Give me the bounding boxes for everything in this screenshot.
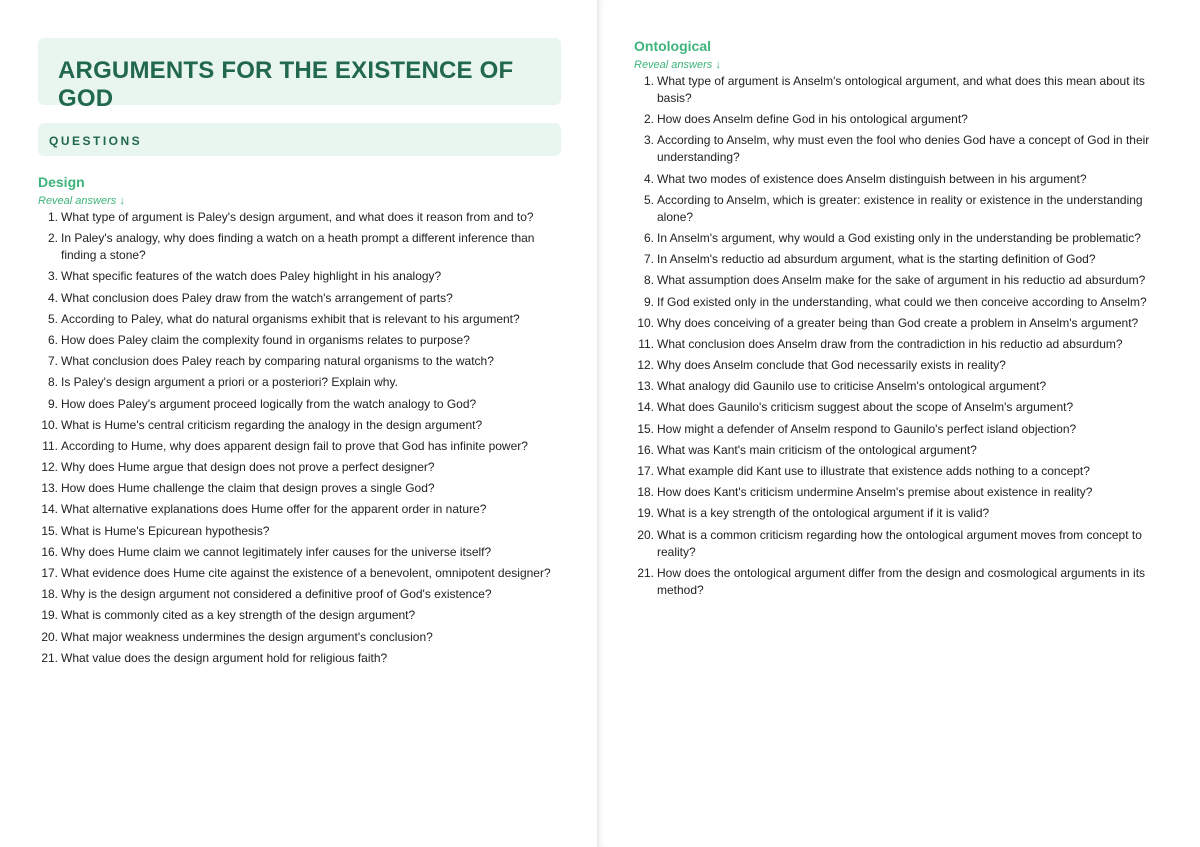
ontological-question-list: [634, 73, 1160, 599]
question-item: [38, 311, 553, 328]
question-number: 19.: [41, 608, 58, 623]
question-number: 16.: [637, 442, 654, 457]
question-text: What two modes of existence does Anselm distinguish between in his argument?: [657, 171, 1087, 186]
ontological-section: [634, 38, 1170, 599]
question-number: 21.: [637, 565, 654, 580]
question-number: 4.: [643, 171, 654, 186]
question-number: 3.: [47, 269, 58, 284]
question-number: 15.: [637, 421, 654, 436]
question-item: [634, 73, 1160, 107]
question-number: 17.: [637, 464, 654, 478]
question-text: What value does the design argument hold for religious faith?: [61, 650, 388, 665]
question-text: What major weakness undermines the design argument's conclusion?: [61, 629, 433, 644]
question-number: 13.: [637, 379, 654, 394]
question-item: [38, 353, 553, 370]
question-number: 12.: [41, 460, 58, 475]
question-item: [38, 586, 553, 603]
question-item: [634, 315, 1160, 332]
question-text: What conclusion does Paley reach by comparing natural organisms to the watch?: [61, 354, 494, 369]
question-number: 12.: [637, 358, 654, 373]
question-item: [38, 523, 553, 540]
question-text: How does the ontological argument differ from the design and cosmological arguments in its method?: [657, 565, 1146, 597]
question-item: [38, 290, 553, 307]
question-text: Why does Hume claim we cannot legitimately infer causes for the universe itself?: [61, 544, 492, 559]
question-item: [38, 607, 553, 624]
question-number: 5.: [643, 192, 654, 207]
question-text: What type of argument is Anselm's ontological argument, and what does this mean about its basis?: [657, 74, 1145, 105]
question-number: 20.: [41, 629, 58, 644]
question-item: [38, 629, 553, 646]
question-text: Is Paley's design argument a priori or a posteriori? Explain why.: [61, 375, 398, 390]
question-text: What is commonly cited as a key strength of the design argument?: [61, 608, 416, 623]
question-item: [634, 565, 1160, 599]
question-text: What assumption does Anselm make for the sake of argument in his reductio ad absurdum?: [657, 273, 1146, 288]
question-number: 1.: [47, 210, 58, 224]
question-number: 14.: [41, 502, 58, 517]
question-number: 6.: [643, 230, 654, 245]
question-item: [634, 294, 1160, 311]
question-number: 7.: [643, 252, 654, 267]
question-number: 9.: [643, 294, 654, 309]
question-text: What conclusion does Paley draw from the watch's arrangement of parts?: [61, 290, 453, 305]
ontological-heading: Ontological: [634, 38, 711, 54]
design-heading: Design: [38, 174, 85, 190]
question-text: According to Anselm, which is greater: existence in reality or existence in the understanding alone?: [657, 192, 1143, 224]
question-item: [38, 459, 553, 476]
question-item: [634, 442, 1160, 459]
design-reveal-answers-link[interactable]: [38, 195, 125, 207]
question-item: [634, 421, 1160, 438]
question-item: [38, 417, 553, 434]
question-text: What is Hume's Epicurean hypothesis?: [61, 523, 270, 538]
question-item: [634, 463, 1160, 480]
question-number: 1.: [643, 74, 654, 88]
question-text: What analogy did Gaunilo use to criticise Anselm's ontological argument?: [657, 379, 1047, 394]
question-text: What is a key strength of the ontological argument if it is valid?: [657, 506, 990, 521]
question-text: According to Hume, why does apparent design fail to prove that God has infinite power?: [61, 438, 528, 453]
question-item: [38, 501, 553, 518]
question-number: 11.: [638, 336, 654, 351]
question-text: How does Hume challenge the claim that design proves a single God?: [61, 481, 435, 496]
ontological-reveal-answers-link[interactable]: [634, 59, 721, 71]
question-text: How does Anselm define God in his ontological argument?: [657, 112, 968, 127]
question-number: 21.: [41, 650, 58, 665]
question-text: In Paley's analogy, why does finding a watch on a heath prompt a different inference than finding a stone?: [61, 231, 535, 263]
page-title: ARGUMENTS FOR THE EXISTENCE OF GOD: [58, 57, 514, 112]
question-item: [38, 650, 553, 667]
question-text: Why does conceiving of a greater being than God create a problem in Anselm's argument?: [657, 315, 1139, 330]
question-text: How does Paley claim the complexity found in organisms relates to purpose?: [61, 332, 470, 347]
question-item: [634, 132, 1160, 166]
question-item: [634, 192, 1160, 226]
question-item: [634, 378, 1160, 395]
question-item: [634, 272, 1160, 289]
question-text: What is a common criticism regarding how the ontological argument moves from concept to reality?: [657, 527, 1142, 559]
question-item: [634, 527, 1160, 561]
question-item: [634, 399, 1160, 416]
question-item: [38, 268, 553, 285]
question-number: 7.: [47, 354, 58, 369]
question-number: 18.: [637, 485, 654, 500]
left-page: [0, 0, 597, 847]
question-text: Why does Hume argue that design does not prove a perfect designer?: [61, 460, 435, 475]
question-item: [38, 374, 553, 391]
question-number: 19.: [637, 506, 654, 521]
question-text: What type of argument is Paley's design argument, and what does it reason from and to?: [61, 210, 534, 224]
question-text: What alternative explanations does Hume offer for the apparent order in nature?: [61, 502, 487, 517]
question-text: Why does Anselm conclude that God necessarily exists in reality?: [657, 358, 1006, 373]
question-text: How does Kant's criticism undermine Anselm's premise about existence in reality?: [657, 485, 1093, 500]
design-section: [38, 174, 559, 667]
question-number: 16.: [41, 544, 58, 559]
question-number: 17.: [41, 566, 58, 580]
question-text: What specific features of the watch does Paley highlight in his analogy?: [61, 269, 442, 284]
question-item: [634, 251, 1160, 268]
question-item: [634, 484, 1160, 501]
question-number: 13.: [41, 481, 58, 496]
question-item: [38, 565, 553, 582]
question-number: 15.: [41, 523, 58, 538]
question-number: 8.: [643, 273, 654, 288]
question-number: 2.: [47, 231, 58, 246]
question-text: According to Anselm, why must even the fool who denies God have a concept of God in their understanding?: [657, 133, 1150, 165]
question-number: 14.: [637, 400, 654, 415]
question-number: 8.: [47, 375, 58, 390]
down-arrow-icon: ↓: [119, 195, 125, 207]
question-item: [38, 209, 553, 226]
questions-label: QUESTIONS: [49, 134, 143, 148]
question-text: What does Gaunilo's criticism suggest about the scope of Anselm's argument?: [657, 400, 1074, 415]
question-text: What evidence does Hume cite against the existence of a benevolent, omnipotent designer?: [61, 566, 551, 580]
question-item: [38, 480, 553, 497]
question-number: 5.: [47, 311, 58, 326]
question-number: 6.: [47, 332, 58, 347]
question-number: 18.: [41, 587, 58, 602]
question-text: In Anselm's argument, why would a God existing only in the understanding be problematic?: [657, 230, 1141, 245]
down-arrow-icon: ↓: [715, 59, 721, 71]
question-text: What was Kant's main criticism of the ontological argument?: [657, 442, 977, 457]
question-text: How does Paley's argument proceed logically from the watch analogy to God?: [61, 396, 477, 411]
question-item: [38, 332, 553, 349]
question-text: What conclusion does Anselm draw from the contradiction in his reductio ad absurdum?: [657, 336, 1123, 351]
question-number: 10.: [41, 417, 58, 432]
question-text: In Anselm's reductio ad absurdum argument, what is the starting definition of God?: [657, 252, 1096, 267]
question-text: What is Hume's central criticism regarding the analogy in the design argument?: [61, 417, 483, 432]
question-text: How might a defender of Anselm respond to Gaunilo's perfect island objection?: [657, 421, 1077, 436]
question-item: [634, 111, 1160, 128]
title-panel: [38, 38, 561, 112]
design-question-list: [38, 209, 553, 667]
question-number: 3.: [643, 133, 654, 148]
question-item: [634, 357, 1160, 374]
question-text: If God existed only in the understanding, what could we then conceive according to Anselm?: [657, 294, 1147, 309]
question-item: [38, 396, 553, 413]
question-number: 11.: [42, 438, 58, 453]
right-page: [597, 0, 1200, 847]
question-number: 2.: [643, 112, 654, 127]
question-item: [634, 230, 1160, 247]
question-number: 9.: [47, 396, 58, 411]
question-text: Why is the design argument not considered a definitive proof of God's existence?: [61, 587, 492, 602]
reveal-answers-label: Reveal answers: [38, 195, 117, 207]
question-number: 20.: [637, 527, 654, 542]
question-number: 10.: [637, 315, 654, 330]
question-item: [38, 438, 553, 455]
question-item: [634, 171, 1160, 188]
question-text: According to Paley, what do natural organisms exhibit that is relevant to his argument?: [61, 311, 520, 326]
question-number: 4.: [47, 290, 58, 305]
questions-header: [38, 123, 561, 156]
question-text: What example did Kant use to illustrate that existence adds nothing to a concept?: [657, 464, 1090, 478]
question-item: [38, 544, 553, 561]
question-item: [634, 505, 1160, 522]
reveal-answers-label: Reveal answers: [634, 59, 713, 71]
question-item: [634, 336, 1160, 353]
question-item: [38, 230, 553, 264]
